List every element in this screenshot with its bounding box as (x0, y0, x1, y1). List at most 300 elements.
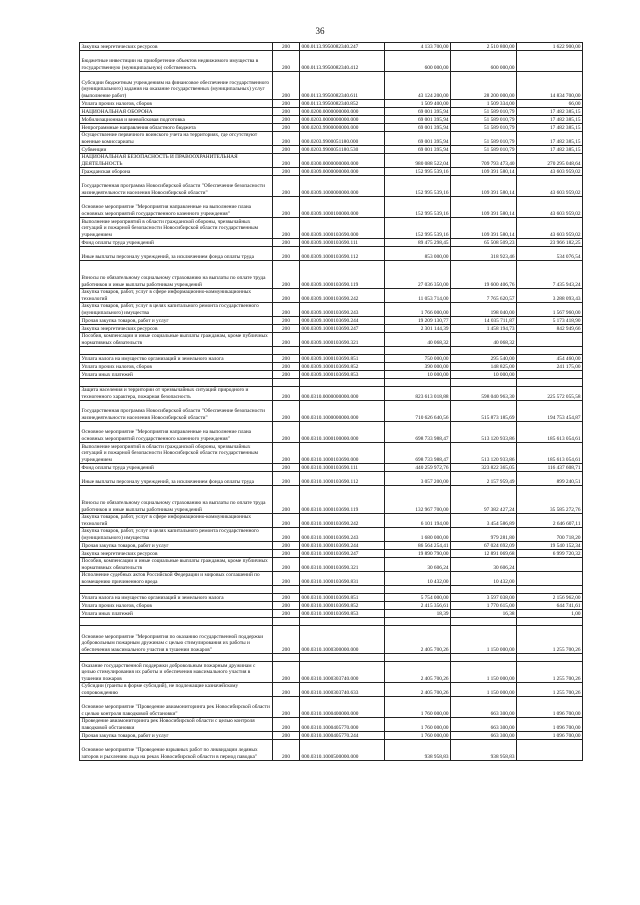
row-assigned-cell: 30 606,24 (385, 558, 451, 572)
row-ved-cell: 200 (273, 363, 300, 371)
row-code-cell: 000.0310.1000103690.112 (300, 472, 385, 486)
row-assigned-cell: 86 564 254,41 (385, 542, 451, 550)
row-unexecuted-cell: 5 173 418,90 (517, 317, 583, 325)
row-unexecuted-cell: 1 567 960,00 (517, 303, 583, 317)
table-row (80, 618, 583, 626)
row-unexecuted-cell (517, 558, 583, 572)
table-row (80, 239, 583, 247)
row-code-cell: 000.0309.1000103690.853 (300, 371, 385, 379)
row-unexecuted-cell (517, 51, 583, 72)
row-code-cell: 000.0310.1000000000.000 (300, 401, 385, 422)
row-name-cell: Уплата налога на имущество организаций и земельного налога (80, 594, 273, 602)
table-row (80, 333, 583, 347)
row-ved-cell: 200 (273, 116, 300, 124)
row-assigned-cell: 2 405 700,26 (385, 662, 451, 683)
row-name-cell: Уплата налога на имущество организаций и земельного налога (80, 355, 273, 363)
row-unexecuted-cell (517, 654, 583, 662)
row-ved-cell (273, 347, 300, 355)
row-unexecuted-cell: 17 482 385,15 (517, 146, 583, 154)
row-assigned-cell: 89 475 298,45 (385, 239, 451, 247)
row-unexecuted-cell: 534 076,54 (517, 247, 583, 261)
row-ved-cell: 200 (273, 261, 300, 289)
table-row (80, 443, 583, 464)
row-name-cell: Пособия, компенсации и иные социальные выплаты гражданам, кроме публичных нормативных обязательств (80, 558, 273, 572)
row-executed-cell: 28 200 000,00 (451, 72, 517, 100)
row-code-cell: 000.0310.1000103690.853 (300, 610, 385, 618)
row-assigned-cell: 19 209 130,77 (385, 317, 451, 325)
row-name-cell: Закупка товаров, работ, услуг в сфере информационно-коммуникационных технологий (80, 514, 273, 528)
row-unexecuted-cell: 43 603 959,02 (517, 218, 583, 239)
row-assigned-cell: 132 967 700,00 (385, 486, 451, 514)
row-name-cell: Иные выплаты персоналу учреждений, за исключением фонда оплаты труда (80, 247, 273, 261)
row-ved-cell: 200 (273, 610, 300, 618)
row-unexecuted-cell: 842 949,66 (517, 325, 583, 333)
row-assigned-cell: 40 068,32 (385, 333, 451, 347)
row-unexecuted-cell: 3 288 093,43 (517, 289, 583, 303)
row-name-cell: Субвенции (80, 146, 273, 154)
table-row (80, 732, 583, 740)
row-assigned-cell: 10 432,00 (385, 572, 451, 586)
row-unexecuted-cell: 1,00 (517, 610, 583, 618)
row-name-cell: Прочая закупка товаров, работ и услуг (80, 542, 273, 550)
row-executed-cell: 513 120 933,86 (451, 422, 517, 443)
row-assigned-cell: 69 001 395,94 (385, 108, 451, 116)
row-name-cell: Выполнение мероприятий в области гражданской обороны, чрезвычайных ситуаций и пожарной безопасности Новосибирской области государственным учреждением (80, 218, 273, 239)
row-code-cell: 000.0310.1000100000.000 (300, 422, 385, 443)
row-unexecuted-cell: 7 435 943,24 (517, 261, 583, 289)
row-ved-cell (273, 618, 300, 626)
row-assigned-cell: 1 509 400,00 (385, 100, 451, 108)
row-unexecuted-cell (517, 333, 583, 347)
row-executed-cell: 67 024 692,09 (451, 542, 517, 550)
table-row (80, 51, 583, 72)
table-row (80, 116, 583, 124)
row-name-cell: Уплата прочих налогов, сборов (80, 100, 273, 108)
row-code-cell: 000.0310.1000103690.851 (300, 594, 385, 602)
row-executed-cell: 3 454 586,89 (451, 514, 517, 528)
row-executed-cell: 16,38 (451, 610, 517, 618)
row-executed-cell: 40 068,32 (451, 333, 517, 347)
row-code-cell (300, 654, 385, 662)
row-ved-cell: 200 (273, 108, 300, 116)
row-unexecuted-cell (517, 379, 583, 387)
table-row (80, 247, 583, 261)
row-code-cell (300, 347, 385, 355)
row-unexecuted-cell: 43 603 959,02 (517, 197, 583, 218)
row-assigned-cell: 823 613 018,88 (385, 387, 451, 401)
row-unexecuted-cell (517, 572, 583, 586)
row-executed-cell: 12 891 069,68 (451, 550, 517, 558)
row-code-cell: 000.0113.9950082340.247 (300, 43, 385, 51)
row-executed-cell: 65 508 509,23 (451, 239, 517, 247)
row-executed-cell: 663 300,00 (451, 697, 517, 718)
row-executed-cell: 513 120 933,86 (451, 443, 517, 464)
row-assigned-cell: 152 995 539,16 (385, 197, 451, 218)
row-unexecuted-cell (517, 618, 583, 626)
row-name-cell: Иные выплаты персоналу учреждений, за исключением фонда оплаты труда (80, 472, 273, 486)
row-code-cell: 000.0309.1000103690.852 (300, 363, 385, 371)
row-ved-cell: 200 (273, 683, 300, 697)
row-assigned-cell: 600 000,00 (385, 51, 451, 72)
table-row (80, 176, 583, 197)
table-row (80, 218, 583, 239)
row-executed-cell: 109 391 580,14 (451, 197, 517, 218)
row-unexecuted-cell (517, 740, 583, 761)
table-row (80, 325, 583, 333)
table-row (80, 528, 583, 542)
row-executed-cell: 109 391 580,14 (451, 176, 517, 197)
table-row (80, 168, 583, 176)
row-assigned-cell: 152 995 539,16 (385, 176, 451, 197)
row-unexecuted-cell (517, 371, 583, 379)
row-executed-cell: 109 391 580,14 (451, 168, 517, 176)
row-unexecuted-cell: 1 096 700,00 (517, 697, 583, 718)
row-assigned-cell: 1 680 000,00 (385, 528, 451, 542)
row-code-cell: 000.0309.0000000000.000 (300, 168, 385, 176)
row-code-cell: 000.0310.0000000000.000 (300, 387, 385, 401)
row-unexecuted-cell: 185 613 054,61 (517, 443, 583, 464)
row-executed-cell: 709 793 473,40 (451, 154, 517, 168)
row-assigned-cell: 2 301 144,39 (385, 325, 451, 333)
row-code-cell: 000.0310.1000103690.111 (300, 464, 385, 472)
row-name-cell: Гражданская оборона (80, 168, 273, 176)
row-name-cell: НАЦИОНАЛЬНАЯ ОБОРОНА (80, 108, 273, 116)
row-executed-cell (451, 654, 517, 662)
row-unexecuted-cell: 1 622 900,00 (517, 43, 583, 51)
table-row (80, 261, 583, 289)
table-row (80, 289, 583, 303)
row-name-cell: Государственная программа Новосибирской области "Обеспечение безопасности жизнедеятельности населения Новосибирской области" (80, 401, 273, 422)
row-ved-cell: 200 (273, 51, 300, 72)
row-executed-cell: 600 000,00 (451, 51, 517, 72)
table-row (80, 72, 583, 100)
row-executed-cell: 7 765 620,57 (451, 289, 517, 303)
row-name-cell: Прочая закупка товаров, работ и услуг (80, 732, 273, 740)
table-row (80, 662, 583, 683)
table-row (80, 654, 583, 662)
row-name-cell: Закупка энергетических ресурсов (80, 550, 273, 558)
row-ved-cell: 200 (273, 218, 300, 239)
row-name-cell: Субсидии (гранты в форме субсидий), не подлежащие казначейскому сопровождению (80, 683, 273, 697)
row-assigned-cell (385, 618, 451, 626)
row-ved-cell: 200 (273, 572, 300, 586)
row-executed-cell: 1 509 334,00 (451, 100, 517, 108)
row-assigned-cell: 938 958,83 (385, 740, 451, 761)
row-executed-cell: 1 150 000,00 (451, 662, 517, 683)
row-assigned-cell: 1 760 000,00 (385, 718, 451, 732)
row-name-cell: Государственная программа Новосибирской области "Обеспечение безопасности жизнедеятельности населения Новосибирской области" (80, 176, 273, 197)
row-executed-cell: 97 382 427,24 (451, 486, 517, 514)
row-assigned-cell: 69 001 395,94 (385, 116, 451, 124)
row-ved-cell (273, 586, 300, 594)
row-ved-cell: 200 (273, 371, 300, 379)
row-ved-cell: 200 (273, 124, 300, 132)
row-executed-cell: 938 958,83 (451, 740, 517, 761)
row-code-cell: 000.0310.1000303740.633 (300, 683, 385, 697)
row-executed-cell: 51 589 010,79 (451, 116, 517, 124)
row-executed-cell: 198 040,00 (451, 303, 517, 317)
row-code-cell: 000.0309.1000100000.000 (300, 197, 385, 218)
row-assigned-cell: 11 053 714,00 (385, 289, 451, 303)
row-name-cell: Закупка товаров, работ, услуг в целях капитального ремонта государственного (муниципального) имущества (80, 303, 273, 317)
row-assigned-cell: 152 995 539,16 (385, 218, 451, 239)
row-name-cell: Проведение авиамониторинга рек Новосибирской области с целью контроля паводковой обстановки (80, 718, 273, 732)
row-name-cell: Осуществление первичного воинского учета на территориях, где отсутствуют военные комиссариаты (80, 132, 273, 146)
row-name-cell: НАЦИОНАЛЬНАЯ БЕЗОПАСНОСТЬ И ПРАВООХРАНИТЕЛЬНАЯ ДЕЯТЕЛЬНОСТЬ (80, 154, 273, 168)
row-code-cell: 000.0310.1000400000.000 (300, 697, 385, 718)
row-code-cell: 000.0113.9950082340.611 (300, 72, 385, 100)
row-unexecuted-cell: 270 295 048,64 (517, 154, 583, 168)
row-ved-cell: 200 (273, 464, 300, 472)
table-row (80, 472, 583, 486)
table-row (80, 602, 583, 610)
row-code-cell: 000.0310.1000103690.242 (300, 514, 385, 528)
row-code-cell: 000.0300.0000000000.000 (300, 154, 385, 168)
row-executed-cell: 2 157 959,49 (451, 472, 517, 486)
row-ved-cell: 200 (273, 740, 300, 761)
row-assigned-cell: 698 733 988,47 (385, 443, 451, 464)
row-executed-cell: 318 923,46 (451, 247, 517, 261)
row-name-cell: Бюджетные инвестиции на приобретение объектов недвижимого имущества в государственную (муниципальную) собственность (80, 51, 273, 72)
row-assigned-cell: 390 000,00 (385, 363, 451, 371)
row-unexecuted-cell: 2 646 607,11 (517, 514, 583, 528)
row-executed-cell: 51 589 010,79 (451, 124, 517, 132)
row-unexecuted-cell: 116 437 608,71 (517, 464, 583, 472)
row-code-cell: 000.0309.1000103690.111 (300, 239, 385, 247)
row-assigned-cell (385, 654, 451, 662)
row-assigned-cell (385, 379, 451, 387)
row-assigned-cell: 69 001 395,94 (385, 124, 451, 132)
row-name-cell (80, 347, 273, 355)
row-executed-cell: 1 458 194,73 (451, 325, 517, 333)
table-row (80, 387, 583, 401)
row-ved-cell: 200 (273, 289, 300, 303)
table-row (80, 132, 583, 146)
row-code-cell: 000.0203.9900051180.530 (300, 146, 385, 154)
row-assigned-cell: 152 995 539,16 (385, 168, 451, 176)
row-unexecuted-cell: 1 255 700,26 (517, 683, 583, 697)
row-executed-cell: 51 589 010,79 (451, 132, 517, 146)
row-unexecuted-cell: 899 240,51 (517, 472, 583, 486)
row-executed-cell (451, 618, 517, 626)
row-ved-cell: 200 (273, 732, 300, 740)
row-code-cell: 000.0200.0000000000.000 (300, 108, 385, 116)
table-row (80, 550, 583, 558)
row-executed-cell: 3 597 038,00 (451, 594, 517, 602)
row-executed-cell: 1 150 000,00 (451, 626, 517, 654)
row-ved-cell: 200 (273, 594, 300, 602)
row-executed-cell: 148 825,00 (451, 363, 517, 371)
table-row (80, 610, 583, 618)
row-code-cell: 000.0203.9900051180.000 (300, 132, 385, 146)
row-unexecuted-cell: 2 156 962,00 (517, 594, 583, 602)
row-code-cell: 000.0310.1000405770.244 (300, 732, 385, 740)
row-unexecuted-cell (517, 347, 583, 355)
row-unexecuted-cell: 700 718,20 (517, 528, 583, 542)
row-assigned-cell: 980 088 522,04 (385, 154, 451, 168)
row-assigned-cell: 853 000,00 (385, 247, 451, 261)
table-row (80, 43, 583, 51)
row-code-cell: 000.0309.1000103690.112 (300, 247, 385, 261)
row-code-cell: 000.0310.1000300000.000 (300, 626, 385, 654)
row-assigned-cell: 6 101 194,00 (385, 514, 451, 528)
row-ved-cell: 200 (273, 154, 300, 168)
row-code-cell: 000.0310.1000405770.000 (300, 718, 385, 732)
row-executed-cell: 1 770 615,00 (451, 602, 517, 610)
row-executed-cell: 51 589 010,79 (451, 108, 517, 116)
row-name-cell: Прочая закупка товаров, работ и услуг (80, 317, 273, 325)
row-executed-cell: 10 000,00 (451, 371, 517, 379)
row-assigned-cell: 1 760 000,00 (385, 697, 451, 718)
row-assigned-cell: 4 133 700,00 (385, 43, 451, 51)
row-assigned-cell: 3 057 200,00 (385, 472, 451, 486)
row-unexecuted-cell: 6 999 720,32 (517, 550, 583, 558)
row-code-cell: 000.0309.1000103690.321 (300, 333, 385, 347)
row-unexecuted-cell (517, 586, 583, 594)
row-assigned-cell: 2 415 356,61 (385, 602, 451, 610)
row-name-cell (80, 379, 273, 387)
row-ved-cell: 200 (273, 401, 300, 422)
row-ved-cell: 200 (273, 472, 300, 486)
row-unexecuted-cell: 19 540 152,34 (517, 542, 583, 550)
row-ved-cell: 200 (273, 72, 300, 100)
row-name-cell: Основное мероприятие "Мероприятия по оказанию государственной поддержки добровольным пожарным дружинам с целью стимулирования их работы и обеспечения максимального участия в тушении пожаров" (80, 626, 273, 654)
row-code-cell: 000.0310.1000103690.244 (300, 542, 385, 550)
row-unexecuted-cell: 17 482 385,15 (517, 108, 583, 116)
table-row (80, 355, 583, 363)
row-name-cell: Закупка товаров, работ, услуг в целях капитального ремонта государственного (муниципального) имущества (80, 528, 273, 542)
budget-table (79, 42, 583, 761)
row-name-cell: Защита населения и территории от чрезвычайных ситуаций природного и техногенного характера, пожарная безопасность (80, 387, 273, 401)
table-row (80, 363, 583, 371)
row-code-cell: 000.0309.1000103690.000 (300, 218, 385, 239)
row-ved-cell: 200 (273, 239, 300, 247)
table-row (80, 586, 583, 594)
row-unexecuted-cell: 17 482 385,15 (517, 124, 583, 132)
row-unexecuted-cell: 185 613 054,61 (517, 422, 583, 443)
row-name-cell (80, 654, 273, 662)
row-assigned-cell: 27 036 350,00 (385, 261, 451, 289)
row-code-cell (300, 586, 385, 594)
row-executed-cell (451, 347, 517, 355)
row-unexecuted-cell: 241 175,00 (517, 363, 583, 371)
table-row (80, 558, 583, 572)
row-ved-cell: 200 (273, 325, 300, 333)
row-executed-cell: 515 873 185,69 (451, 401, 517, 422)
table-row (80, 347, 583, 355)
row-name-cell: Закупка энергетических ресурсов (80, 325, 273, 333)
row-code-cell: 000.0309.1000103690.247 (300, 325, 385, 333)
row-executed-cell: 663 300,00 (451, 732, 517, 740)
table-row (80, 626, 583, 654)
row-ved-cell: 200 (273, 176, 300, 197)
row-name-cell: Взносы по обязательному социальному страхованию на выплаты по оплате труда работников и иные выплаты работникам учреждений (80, 486, 273, 514)
row-ved-cell: 200 (273, 558, 300, 572)
row-name-cell: Взносы по обязательному социальному страхованию на выплаты по оплате труда работников и иные выплаты работникам учреждений (80, 261, 273, 289)
row-code-cell: 000.0310.1000103690.247 (300, 550, 385, 558)
row-unexecuted-cell: 43 603 959,02 (517, 176, 583, 197)
row-ved-cell: 200 (273, 197, 300, 218)
row-ved-cell: 200 (273, 443, 300, 464)
table-row (80, 154, 583, 168)
row-assigned-cell: 2 405 700,26 (385, 683, 451, 697)
row-unexecuted-cell: 66,00 (517, 100, 583, 108)
row-name-cell: Закупка энергетических ресурсов (80, 43, 273, 51)
row-code-cell: 000.0310.1000103690.243 (300, 528, 385, 542)
row-code-cell: 000.0310.1000303740.000 (300, 662, 385, 683)
row-unexecuted-cell: 1 255 700,26 (517, 662, 583, 683)
row-assigned-cell: 1 766 000,00 (385, 303, 451, 317)
row-code-cell: 000.0309.1000103690.242 (300, 289, 385, 303)
row-ved-cell: 200 (273, 718, 300, 732)
row-ved-cell: 200 (273, 528, 300, 542)
table-row (80, 100, 583, 108)
row-ved-cell: 200 (273, 317, 300, 325)
row-unexecuted-cell: 14 834 700,00 (517, 72, 583, 100)
row-name-cell: Непрограммные направления областного бюджета (80, 124, 273, 132)
table-row (80, 303, 583, 317)
table-row (80, 572, 583, 586)
row-name-cell: Уплата иных платежей (80, 371, 273, 379)
row-name-cell: Субсидии бюджетным учреждениям на финансовое обеспечение государственного (муниципального) задания на оказание государственных (муниципальных) услуг (выполнение работ) (80, 72, 273, 100)
row-name-cell: Фонд оплаты труда учреждений (80, 464, 273, 472)
row-code-cell: 000.0309.1000103690.851 (300, 355, 385, 363)
row-name-cell: Фонд оплаты труда учреждений (80, 239, 273, 247)
row-unexecuted-cell: 17 482 385,15 (517, 116, 583, 124)
row-ved-cell: 200 (273, 247, 300, 261)
row-assigned-cell: 698 733 988,47 (385, 422, 451, 443)
row-code-cell: 000.0310.1000103690.321 (300, 558, 385, 572)
row-unexecuted-cell: 644 741,61 (517, 602, 583, 610)
row-unexecuted-cell: 43 603 959,02 (517, 168, 583, 176)
row-executed-cell: 19 600 406,76 (451, 261, 517, 289)
row-assigned-cell: 1 760 000,00 (385, 732, 451, 740)
row-code-cell: 000.0113.9950082340.412 (300, 51, 385, 72)
row-ved-cell (273, 654, 300, 662)
row-ved-cell: 200 (273, 333, 300, 347)
table-row (80, 146, 583, 154)
row-unexecuted-cell: 35 585 272,76 (517, 486, 583, 514)
row-executed-cell: 323 822 365,05 (451, 464, 517, 472)
row-assigned-cell: 18,39 (385, 610, 451, 618)
row-unexecuted-cell: 1 096 700,00 (517, 718, 583, 732)
row-code-cell: 000.0203.9900000000.000 (300, 124, 385, 132)
table-row (80, 697, 583, 718)
row-ved-cell: 200 (273, 100, 300, 108)
row-name-cell: Закупка товаров, работ, услуг в сфере информационно-коммуникационных технологий (80, 289, 273, 303)
row-name-cell: Основное мероприятие "Проведение авиамониторинга рек Новосибирской области с целью контроля паводковой обстановки" (80, 697, 273, 718)
row-name-cell: Оказание государственной поддержки добровольным пожарным дружинам с целью стимулирования их работы и обеспечения максимального участия в тушении пожаров (80, 662, 273, 683)
row-name-cell: Основное мероприятие "Мероприятия направленные на выполнение плана основных мероприятий государственного казенного учреждения" (80, 197, 273, 218)
row-executed-cell: 979 281,80 (451, 528, 517, 542)
row-assigned-cell (385, 347, 451, 355)
row-ved-cell: 200 (273, 626, 300, 654)
row-ved-cell: 200 (273, 146, 300, 154)
row-name-cell: Уплата иных платежей (80, 610, 273, 618)
row-ved-cell: 200 (273, 662, 300, 683)
row-code-cell: 000.0310.1000500000.000 (300, 740, 385, 761)
row-executed-cell: 10 432,00 (451, 572, 517, 586)
row-code-cell: 000.0113.9950082340.852 (300, 100, 385, 108)
row-code-cell: 000.0309.1000103690.243 (300, 303, 385, 317)
row-name-cell: Уплата прочих налогов, сборов (80, 602, 273, 610)
row-executed-cell: 598 040 963,30 (451, 387, 517, 401)
row-assigned-cell: 750 000,00 (385, 355, 451, 363)
row-assigned-cell: 710 626 640,56 (385, 401, 451, 422)
row-unexecuted-cell: 194 753 454,87 (517, 401, 583, 422)
row-ved-cell: 200 (273, 387, 300, 401)
row-name-cell: Мобилизационная и вневойсковая подготовка (80, 116, 273, 124)
